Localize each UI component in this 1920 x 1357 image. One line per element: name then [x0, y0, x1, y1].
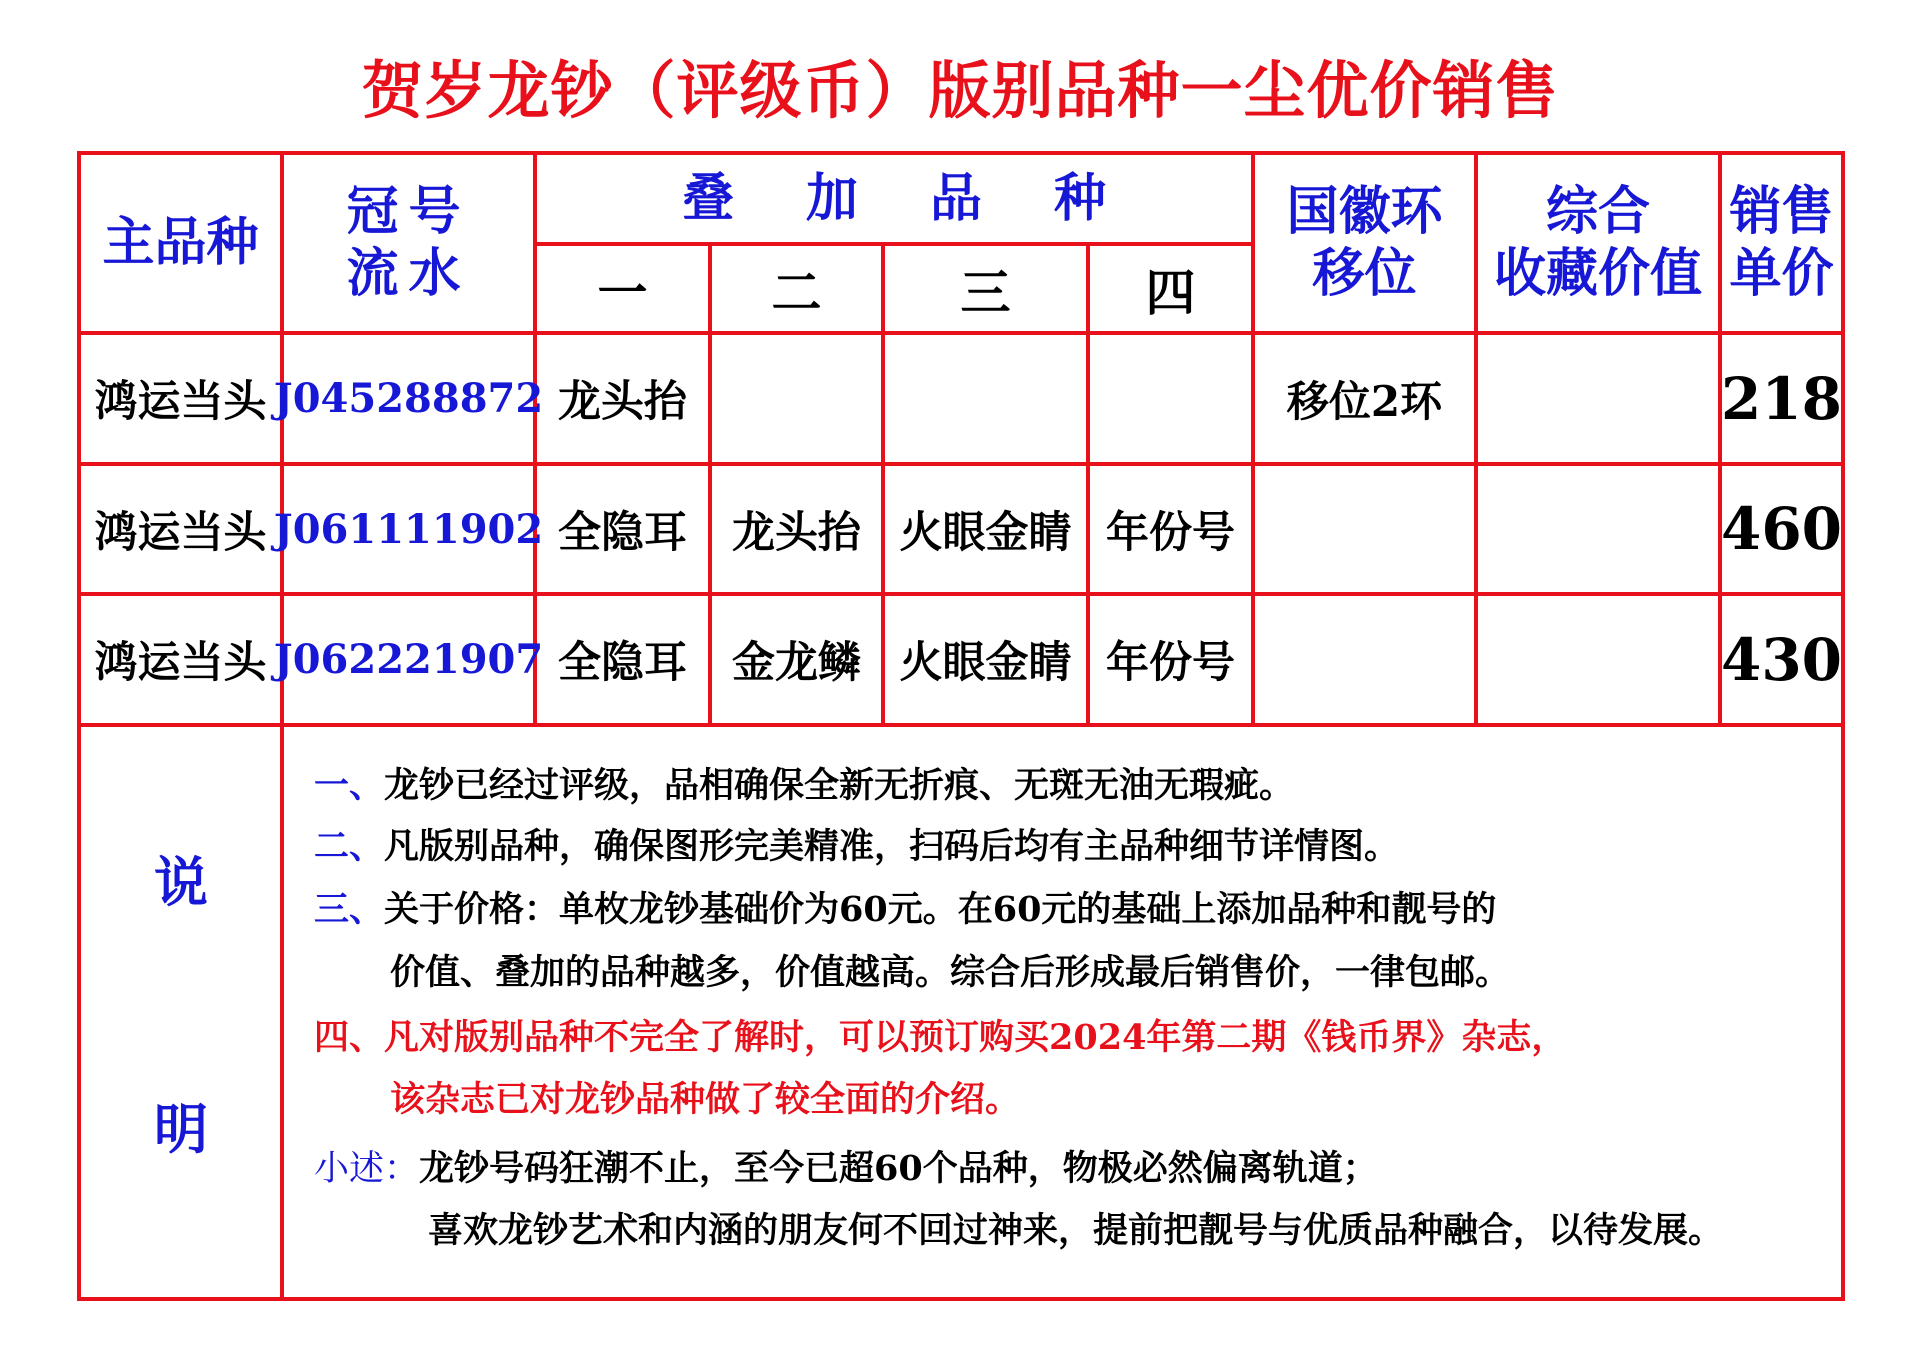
table-row-3-price: 430: [1720, 625, 1843, 694]
page-title: 贺岁龙钞（评级币）版别品种一尘优价销售: [361, 54, 1559, 127]
table-row-3-main: 鸿运当头: [94, 638, 267, 688]
header-serial-line2: 流水: [346, 243, 471, 304]
notes-label-bottom: 明: [154, 1097, 208, 1161]
price-table: [77, 151, 1845, 1301]
note-3: 三、关于价格：单枚龙钞基础价为60元。在60元的基础上添加品种和靓号的: [314, 889, 1497, 930]
table-row-1-serial: J045288872: [273, 375, 544, 422]
table-row-3-variety-2: 金龙鳞: [732, 638, 861, 688]
header-stacked-4: 四: [1145, 262, 1196, 322]
header-price-line2: 单价: [1729, 243, 1834, 304]
table-row-2-price: 460: [1720, 495, 1843, 563]
note-2: 二、凡版别品种，确保图形完美精准，扫码后均有主品种细节详情图。: [314, 826, 1400, 867]
header-unit-price: [1722, 155, 1841, 331]
notes-label-top: 说: [154, 850, 208, 914]
table-row-3-serial: J062221907: [273, 636, 544, 683]
table-row-1-value: [1478, 335, 1718, 462]
note-3-continued: 价值、叠加的品种越多，价值越高。综合后形成最后销售价，一律包邮。: [390, 952, 1511, 993]
table-row-2-main: 鸿运当头: [94, 507, 267, 558]
table-row-2-value: [1478, 466, 1718, 592]
table-row-1-variety-3: [885, 335, 1086, 462]
table-row-1-main: 鸿运当头: [94, 377, 267, 427]
note-4: 四、凡对版别品种不完全了解时，可以预订购买2024年第二期《钱币界》杂志，: [314, 1017, 1567, 1058]
table-row-1-emblem-shift: 移位2环: [1286, 376, 1443, 426]
table-row-3-value: [1478, 596, 1718, 723]
table-row-2-variety-2: 龙头抬: [732, 507, 861, 558]
header-price-line1: 销售: [1729, 181, 1834, 242]
table-row-1-variety-4: [1090, 335, 1251, 462]
header-serial-line1: 冠号: [346, 181, 471, 242]
header-emblem-shift: [1255, 155, 1474, 331]
header-stacked-1: 一: [597, 262, 648, 322]
header-emblem-line2: 移位: [1312, 243, 1417, 304]
header-main-variety: 主品种: [102, 212, 259, 273]
table-row-3-variety-1: 全隐耳: [558, 638, 687, 688]
table-row-1-variety-1: 龙头抬: [558, 377, 687, 427]
note-4-continued: 该杂志已对龙钞品种做了较全面的介绍。: [390, 1079, 1021, 1120]
table-row-3-emblem-shift: [1255, 596, 1474, 723]
table-row-3-variety-3: 火眼金睛: [899, 638, 1072, 688]
header-stacked-3: 三: [960, 262, 1011, 322]
header-value-line1: 综合: [1545, 181, 1650, 242]
header-stacked-2: 二: [771, 262, 822, 322]
table-row-3-variety-4: 年份号: [1106, 638, 1235, 688]
header-stacked-varieties: 叠加品种: [681, 167, 1178, 229]
table-row-1-variety-2: [712, 335, 881, 462]
note-summary-continued: 喜欢龙钞艺术和内涵的朋友何不回过神来，提前把靓号与优质品种融合，以待发展。: [428, 1210, 1724, 1251]
grid-line: [81, 723, 1841, 727]
table-row-2-variety-4: 年份号: [1106, 507, 1235, 558]
note-1: 一、龙钞已经过评级，品相确保全新无折痕、无斑无油无瑕疵。: [314, 765, 1295, 806]
table-row-1-price: 218: [1720, 364, 1843, 433]
header-value-line2: 收藏价值: [1493, 243, 1702, 304]
header-serial: [284, 155, 533, 331]
table-row-2-variety-3: 火眼金睛: [899, 507, 1072, 558]
header-collection-value: [1478, 155, 1718, 331]
note-summary: 小述：龙钞号码狂潮不止，至今已超60个品种，物极必然偏离轨道；: [314, 1148, 1378, 1189]
header-emblem-line1: 国徽环: [1286, 181, 1443, 242]
table-row-2-serial: J061111902: [273, 505, 544, 553]
table-row-2-variety-1: 全隐耳: [558, 507, 687, 558]
table-row-2-emblem-shift: [1255, 466, 1474, 592]
